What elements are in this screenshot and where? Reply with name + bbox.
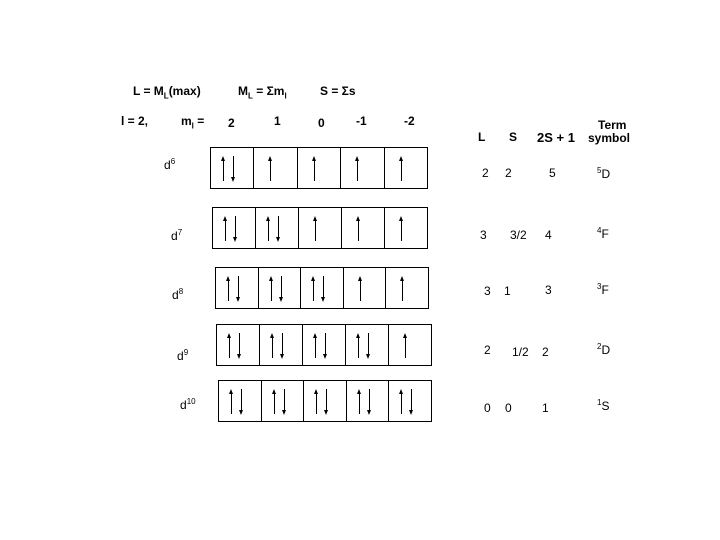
L-value-d10: 0 xyxy=(484,401,491,415)
spin-down-arrow-icon xyxy=(321,276,326,302)
orbital-box xyxy=(216,268,258,308)
mult-value-d6: 5 xyxy=(549,166,556,180)
spin-up-arrow-icon xyxy=(399,389,404,415)
orbital-box xyxy=(298,208,341,248)
mult-value-d8: 3 xyxy=(545,283,552,297)
orbital-box xyxy=(343,268,386,308)
spin-up-arrow-icon xyxy=(272,389,277,415)
spin-up-arrow-icon xyxy=(268,156,273,182)
orbital-box xyxy=(345,325,388,365)
spin-up-arrow-icon xyxy=(229,389,234,415)
spin-down-arrow-icon xyxy=(324,389,329,415)
ml-formula: $M_L = \Sigma m_l$ xyxy=(238,84,287,101)
ml-value-0: 0 xyxy=(318,116,325,130)
orbital-box xyxy=(388,325,431,365)
spin-down-arrow-icon xyxy=(233,216,238,242)
mult-value-d7: 4 xyxy=(545,228,552,242)
spin-up-arrow-icon xyxy=(356,333,361,359)
spin-down-arrow-icon xyxy=(280,333,285,359)
ml-value-neg2: -2 xyxy=(404,114,415,128)
orbital-box xyxy=(388,381,431,421)
ml-label: $m_l$ = xyxy=(181,114,205,131)
config-label-d10: $d^{10}$ xyxy=(180,397,196,412)
spin-up-arrow-icon xyxy=(270,333,275,359)
orbital-box xyxy=(261,381,304,421)
spin-down-arrow-icon xyxy=(236,276,241,302)
spin-up-arrow-icon xyxy=(357,389,362,415)
spin-up-arrow-icon xyxy=(358,276,363,302)
orbital-box xyxy=(384,148,427,188)
spin-up-arrow-icon xyxy=(266,216,271,242)
mult-value-d10: 1 xyxy=(542,401,549,415)
orbital-box xyxy=(303,381,346,421)
orbital-box xyxy=(213,208,255,248)
spin-down-arrow-icon xyxy=(276,216,281,242)
spin-up-arrow-icon xyxy=(312,156,317,182)
header-term-line1: Term xyxy=(598,118,627,132)
term-d6: $^5$D xyxy=(597,166,611,181)
spin-up-arrow-icon xyxy=(226,276,231,302)
spin-up-arrow-icon xyxy=(399,216,404,242)
spin-down-arrow-icon xyxy=(279,276,284,302)
orbital-row-d8 xyxy=(215,267,429,309)
term-d8: $^3$F xyxy=(597,282,609,297)
ml-value-neg1: -1 xyxy=(356,114,367,128)
spin-up-arrow-icon xyxy=(355,156,360,182)
S-value-d6: 2 xyxy=(505,166,512,180)
orbital-row-d9 xyxy=(216,324,432,366)
L-value-d8: 3 xyxy=(484,284,491,298)
term-d7: $^4$F xyxy=(597,226,609,241)
ml-value-1: 1 xyxy=(274,114,281,128)
spin-up-arrow-icon xyxy=(269,276,274,302)
spin-down-arrow-icon xyxy=(231,156,236,182)
spin-up-arrow-icon xyxy=(356,216,361,242)
orbital-row-d6 xyxy=(210,147,428,189)
spin-up-arrow-icon xyxy=(314,389,319,415)
config-label-d9: $d^9$ xyxy=(177,348,189,363)
s-formula: S = Σs xyxy=(320,84,356,98)
orbital-box xyxy=(217,325,259,365)
header-L: L xyxy=(478,130,486,144)
spin-up-arrow-icon xyxy=(311,276,316,302)
orbital-box xyxy=(346,381,389,421)
spin-down-arrow-icon xyxy=(239,389,244,415)
spin-up-arrow-icon xyxy=(223,216,228,242)
orbital-box xyxy=(384,208,427,248)
spin-up-arrow-icon xyxy=(400,276,405,302)
orbital-box xyxy=(297,148,340,188)
S-value-d10: 0 xyxy=(505,401,512,415)
ml-value-2: 2 xyxy=(228,116,235,130)
spin-down-arrow-icon xyxy=(367,389,372,415)
L-value-d7: 3 xyxy=(480,228,487,242)
orbital-box xyxy=(255,208,298,248)
term-d10: $^1$S xyxy=(597,398,610,413)
spin-down-arrow-icon xyxy=(409,389,414,415)
orbital-box xyxy=(302,325,345,365)
spin-up-arrow-icon xyxy=(227,333,232,359)
orbital-box xyxy=(258,268,301,308)
spin-down-arrow-icon xyxy=(366,333,371,359)
S-value-d8: 1 xyxy=(504,284,511,298)
orbital-box xyxy=(259,325,302,365)
orbital-box xyxy=(341,208,384,248)
orbital-row-d10 xyxy=(218,380,432,422)
l-value-label: l = 2, xyxy=(121,114,149,128)
orbital-box xyxy=(211,148,253,188)
orbital-box xyxy=(385,268,428,308)
spin-up-arrow-icon xyxy=(399,156,404,182)
l-formula: $L = M_L(\max)$ xyxy=(133,84,201,101)
orbital-box xyxy=(300,268,343,308)
spin-up-arrow-icon xyxy=(313,333,318,359)
spin-down-arrow-icon xyxy=(282,389,287,415)
S-value-d9: 1/2 xyxy=(512,345,529,359)
orbital-box xyxy=(253,148,296,188)
config-label-d8: $d^8$ xyxy=(172,287,184,302)
orbital-box xyxy=(219,381,261,421)
S-value-d7: 3/2 xyxy=(510,228,527,242)
orbital-row-d7 xyxy=(212,207,428,249)
header-S: S xyxy=(509,130,518,144)
config-label-d7: $d^7$ xyxy=(171,228,183,243)
mult-value-d9: 2 xyxy=(542,345,549,359)
L-value-d9: 2 xyxy=(484,343,491,357)
L-value-d6: 2 xyxy=(482,166,489,180)
orbital-box xyxy=(340,148,383,188)
spin-up-arrow-icon xyxy=(403,333,408,359)
spin-down-arrow-icon xyxy=(323,333,328,359)
config-label-d6: $d^6$ xyxy=(164,157,176,172)
header-multiplicity: 2S + 1 xyxy=(537,130,575,145)
spin-up-arrow-icon xyxy=(221,156,226,182)
term-d9: $^2$D xyxy=(597,342,611,357)
header-term-line2: symbol xyxy=(588,131,631,145)
spin-down-arrow-icon xyxy=(237,333,242,359)
spin-up-arrow-icon xyxy=(313,216,318,242)
